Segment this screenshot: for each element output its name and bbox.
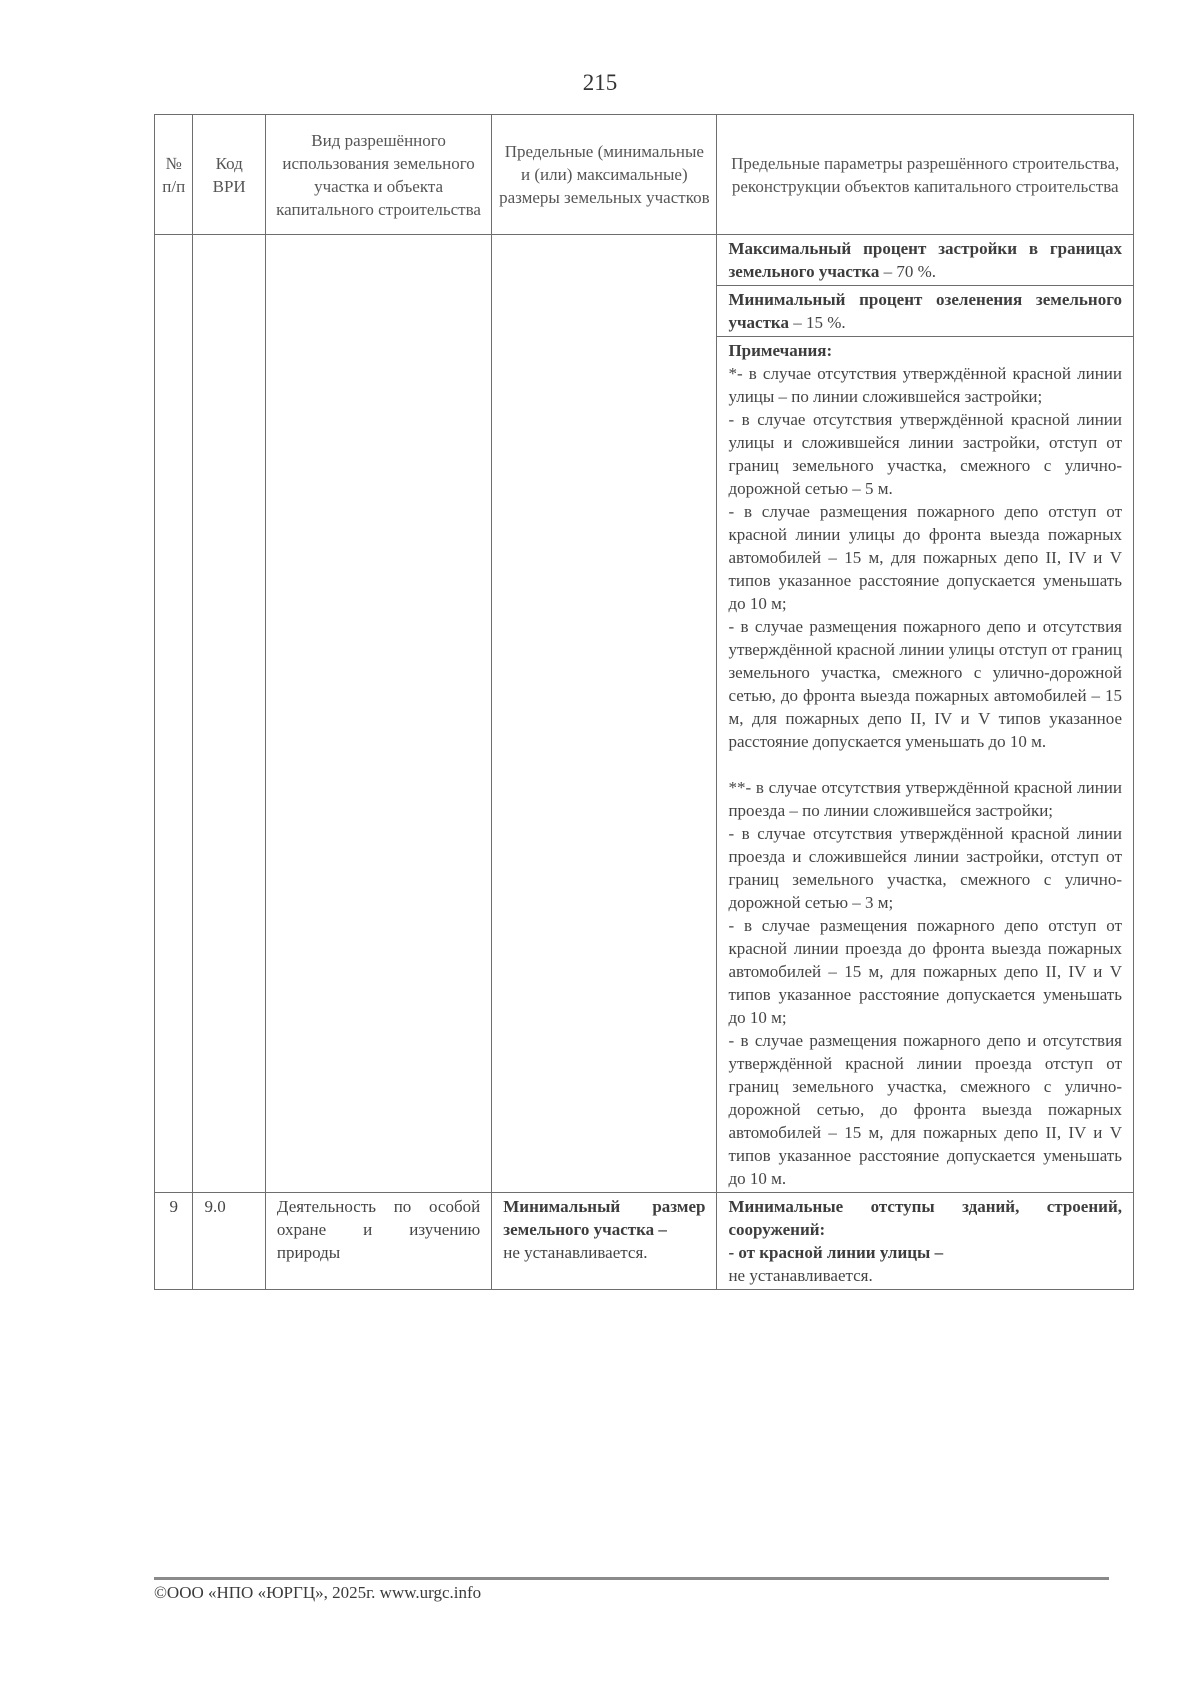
note-passage-2: - в случае отсутствия утверждённой красной линии проезда и сложившейся линии застройки, отступ от границ земельного участка, смежного с улично-дорожной сетью – 3 м; xyxy=(728,824,1122,912)
row9-params-label-1: Минимальные отступы зданий, строений, сооружений: xyxy=(728,1197,1122,1239)
note-street-1: *- в случае отсутствия утверждённой красной линии улицы – по линии сложившейся застройки; xyxy=(728,364,1122,406)
max-build-cell xyxy=(717,235,1134,286)
table-header-row xyxy=(155,115,1134,235)
notes-title: Примечания: xyxy=(728,341,833,360)
row9-size-value: не устанавливается. xyxy=(503,1243,648,1262)
row9-size-cell xyxy=(492,1193,717,1290)
min-green-cell xyxy=(717,286,1134,337)
note-passage-1: **- в случае отсутствия утверждённой красной линии проезда – по линии сложившейся застройки; xyxy=(728,778,1122,820)
note-street-2: - в случае отсутствия утверждённой красной линии улицы и сложившейся линии застройки, отступ от границ земельного участка, смежного с улично-дорожной сетью – 5 м. xyxy=(728,410,1122,498)
row9-params-cell xyxy=(717,1193,1134,1290)
footer-divider xyxy=(154,1577,1109,1580)
header-vri: Вид разрешённого использования земельного участка и объекта капитального строительства xyxy=(265,115,491,235)
row9-vri: Деятельность по особой охране и изучению природы xyxy=(265,1193,491,1290)
regulations-table xyxy=(154,114,1134,1290)
page-number: 215 xyxy=(582,70,618,95)
min-green-label: Минимальный процент озеленения земельного участка xyxy=(728,290,1122,332)
note-passage-3: - в случае размещения пожарного депо отступ от красной линии проезда до фронта выезда пожарных автомобилей – 15 м, для пожарных депо II, IV и V типов указанное расстояние допускается уменьшать до 10 м; xyxy=(728,916,1122,1027)
row9-num: 9 xyxy=(155,1193,193,1290)
max-build-label: Максимальный процент застройки в границах земельного участка xyxy=(728,239,1122,281)
cell-empty-vri xyxy=(265,235,491,1193)
notes-cell xyxy=(717,337,1134,1193)
header-params: Предельные параметры разрешённого строительства, реконструкции объектов капитального строительства xyxy=(717,115,1134,235)
header-sizes: Предельные (минимальные и (или) максимальные) размеры земельных участков xyxy=(492,115,717,235)
header-code: Код ВРИ xyxy=(193,115,265,235)
row9-size-label: Минимальный размер земельного участка – xyxy=(503,1197,706,1239)
note-passage-4: - в случае размещения пожарного депо и отсутствия утверждённой красной линии проезда отступ от границ земельного участка, смежного с улично-дорожной сетью, до фронта выезда пожарных автомобилей – 15 м, для пожарных депо II, IV и V типов указанное расстояние допускается уменьшать до 10 м. xyxy=(728,1031,1122,1188)
min-green-value: – 15 %. xyxy=(788,313,846,332)
max-build-value: – 70 %. xyxy=(879,262,937,281)
note-street-3: - в случае размещения пожарного депо отступ от красной линии улицы до фронта выезда пожарных автомобилей – 15 м, для пожарных депо II, IV и V типов указанное расстояние допускается уменьшать до 10 м; xyxy=(728,502,1122,613)
row9-params-value: не устанавливается. xyxy=(728,1266,873,1285)
cell-empty-size xyxy=(492,235,717,1193)
table-row xyxy=(155,235,1134,286)
footer-copyright: ©ООО «НПО «ЮРГЦ», 2025г. www.urgc.info xyxy=(154,1583,482,1602)
row9-code: 9.0 xyxy=(193,1193,265,1290)
cell-empty-num xyxy=(155,235,193,1193)
header-num: № п/п xyxy=(155,115,193,235)
note-street-4: - в случае размещения пожарного депо и отсутствия утверждённой красной линии улицы отступ от границ земельного участка, смежного с улично-дорожной сетью, до фронта выезда пожарных автомобилей – 15 м, для пожарных депо II, IV и V типов указанное расстояние допускается уменьшать до 10 м. xyxy=(728,617,1122,751)
cell-empty-code xyxy=(193,235,265,1193)
row9-params-label-2: - от красной линии улицы – xyxy=(728,1243,944,1262)
table-row xyxy=(155,1193,1134,1290)
